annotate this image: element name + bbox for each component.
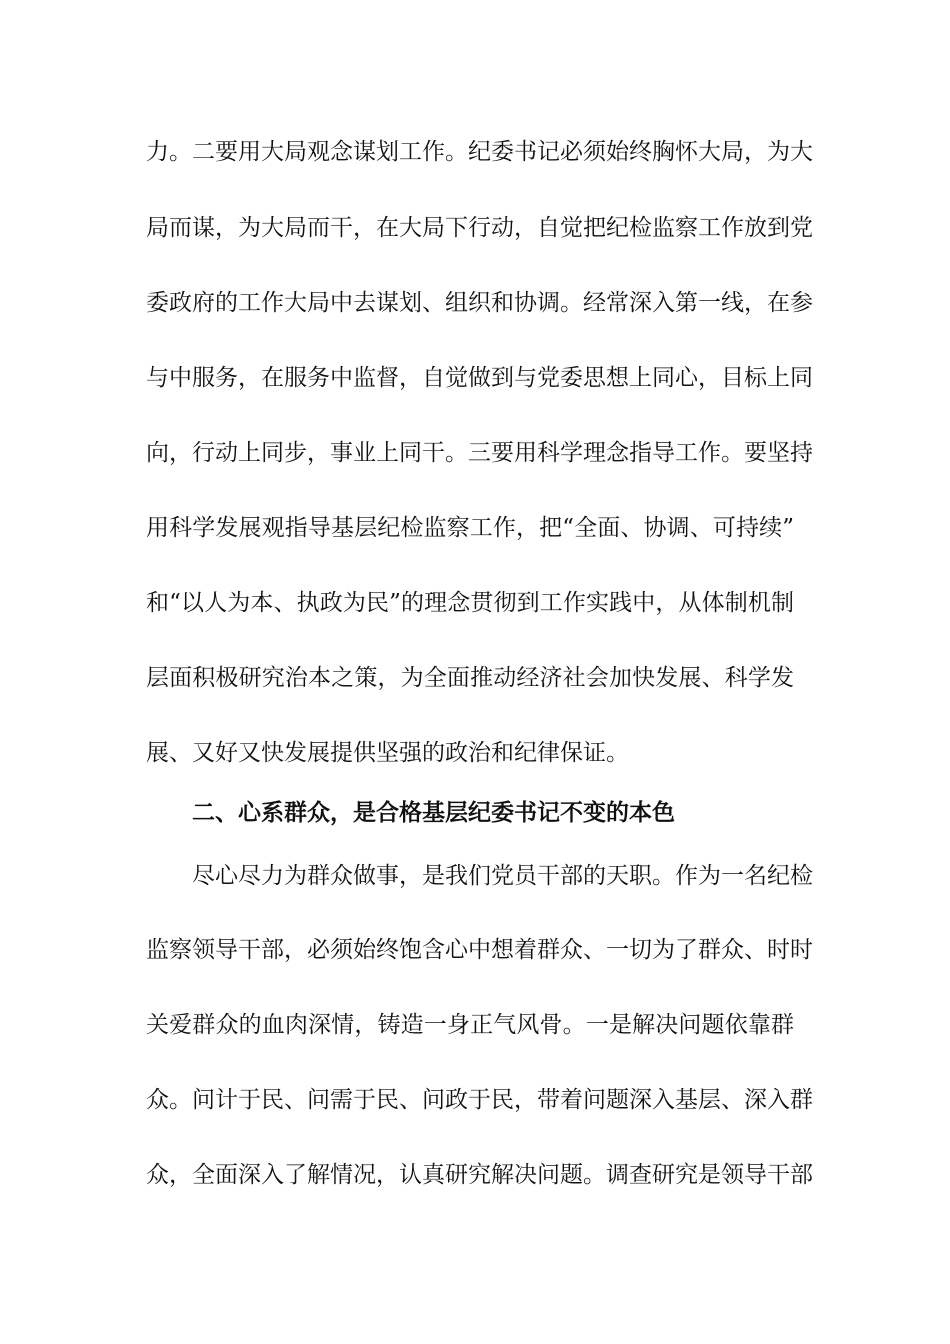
paragraph-line: 用科学发展观指导基层纪检监察工作，把“全面、协调、可持续” [146,515,794,541]
paragraph-line: 与中服务，在服务中监督，自觉做到与党委思想上同心，目标上同 [146,365,813,391]
paragraph-line: 监察领导干部，必须始终饱含心中想着群众、一切为了群众、时时 [146,937,813,963]
paragraph-line: 众。问计于民、问需于民、问政于民，带着问题深入基层、深入群 [146,1087,813,1113]
paragraph-line: 展、又好又快发展提供坚强的政治和纪律保证。 [146,740,629,766]
section-heading: 二、心系群众，是合格基层纪委书记不变的本色 [192,800,675,826]
paragraph-line: 众，全面深入了解情况，认真研究解决问题。调查研究是领导干部 [146,1162,813,1188]
paragraph-line: 局而谋，为大局而干，在大局下行动，自觉把纪检监察工作放到党 [146,215,813,241]
paragraph-line: 尽心尽力为群众做事，是我们党员干部的天职。作为一名纪检 [192,863,813,889]
paragraph-line: 力。二要用大局观念谋划工作。纪委书记必须始终胸怀大局，为大 [146,139,813,165]
paragraph-line: 层面积极研究治本之策，为全面推动经济社会加快发展、科学发 [146,665,794,691]
paragraph-line: 向，行动上同步，事业上同干。三要用科学理念指导工作。要坚持 [146,440,813,466]
paragraph-line: 委政府的工作大局中去谋划、组织和协调。经常深入第一线，在参 [146,290,813,316]
paragraph-line: 和“以人为本、执政为民”的理念贯彻到工作实践中，从体制机制 [146,590,794,616]
paragraph-line: 关爱群众的血肉深情，铸造一身正气风骨。一是解决问题依靠群 [146,1012,794,1038]
